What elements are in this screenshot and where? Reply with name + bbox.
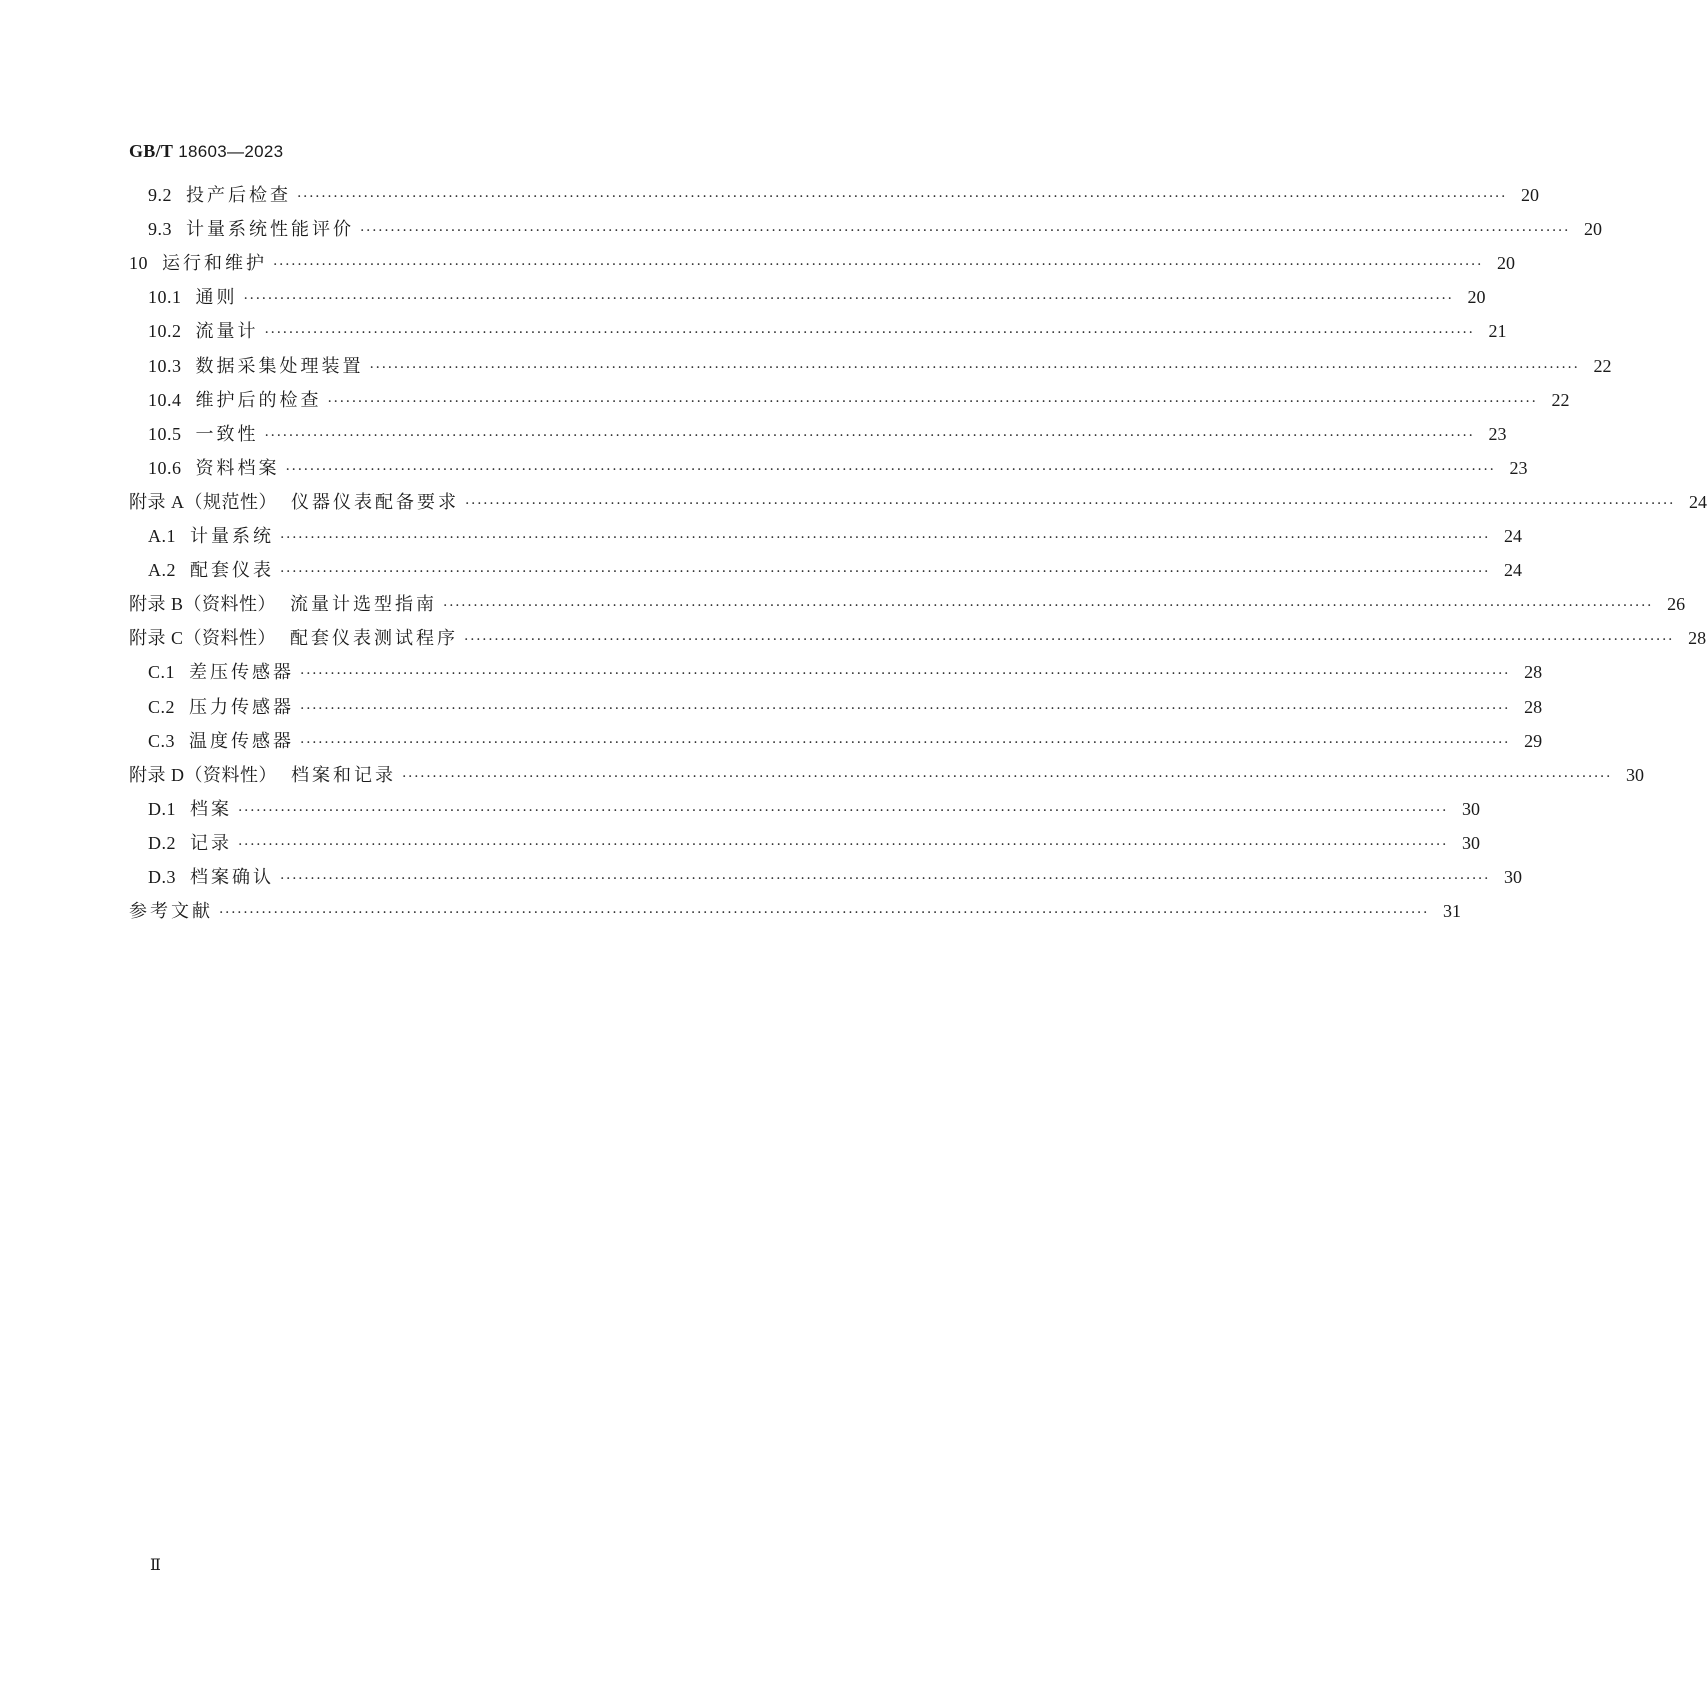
toc-entry-page: 20: [1497, 253, 1516, 274]
toc-entry-title: 通则: [195, 287, 238, 309]
toc-entry-number: D.1: [148, 798, 176, 819]
toc-dot-leader: ········································································································································································································: [402, 768, 1613, 785]
toc-entry-page: 31: [1443, 901, 1462, 922]
toc-entry-page: 23: [1488, 423, 1507, 444]
toc-entry-number: C.2: [148, 696, 176, 717]
toc-dot-leader: ········································································································································································································: [300, 666, 1511, 683]
toc-entry-title: 计量系统性能评价: [186, 219, 354, 241]
toc-entry-page: 30: [1504, 867, 1523, 887]
toc-entry-number: 附录 C（资料性）: [129, 628, 277, 649]
toc-entry-title: 参考文献: [129, 901, 213, 923]
toc-dot-leader: ········································································································································································································: [219, 905, 1430, 922]
toc-entry[interactable]: [148, 354, 1612, 378]
toc-entry-number: 10.3: [148, 355, 182, 376]
toc-entry-title: 配套仪表: [190, 560, 274, 582]
toc-entry[interactable]: [148, 865, 1523, 889]
toc-entry-title: 投产后检查: [186, 185, 291, 206]
toc-entry-title: 数据采集处理装置: [195, 355, 364, 377]
toc-entry[interactable]: [129, 899, 1462, 923]
toc-entry-title: 记录: [190, 832, 232, 854]
toc-entry-page: 28: [1524, 696, 1543, 717]
toc-entry[interactable]: [148, 797, 1481, 821]
toc-entry-page: 30: [1626, 764, 1645, 785]
toc-entry[interactable]: [129, 626, 1707, 650]
toc-entry-page: 24: [1504, 560, 1523, 581]
toc-dot-leader: ········································································································································································································: [327, 393, 1538, 410]
toc-entry[interactable]: [148, 524, 1523, 548]
toc-dot-leader: ········································································································································································································: [264, 325, 1475, 342]
toc-entry[interactable]: [148, 388, 1570, 412]
toc-entry-page: 22: [1593, 355, 1612, 376]
toc-entry-title: 压力传感器: [189, 696, 295, 718]
toc-dot-leader: ········································································································································································································: [285, 461, 1496, 478]
toc-entry-title: 档案确认: [190, 867, 274, 888]
toc-entry-title: 档案: [190, 798, 232, 820]
toc-entry-page: 30: [1462, 832, 1481, 853]
toc-entry[interactable]: [129, 251, 1516, 275]
toc-entry-title: 计量系统: [190, 526, 274, 547]
toc-entry-number: C.3: [148, 730, 176, 751]
toc-entry-number: 9.3: [148, 219, 172, 240]
toc-dot-leader: ········································································································································································································: [238, 836, 1449, 853]
toc-entry-title: 流量计: [195, 321, 259, 343]
toc-entry-title: 一致性: [195, 423, 259, 445]
toc-dot-leader: ········································································································································································································: [443, 598, 1654, 615]
toc-entry[interactable]: [148, 831, 1481, 855]
standard-code: GB/T: [129, 141, 174, 161]
toc-dot-leader: ········································································································································································································: [465, 495, 1676, 512]
toc-entry-number: 9.2: [148, 185, 172, 205]
toc-dot-leader: ········································································································································································································: [264, 427, 1475, 444]
toc-dot-leader: ········································································································································································································: [360, 223, 1571, 240]
toc-entry-page: 28: [1688, 628, 1707, 649]
toc-entry-number: A.2: [148, 560, 176, 581]
toc-entry-title: 仪器仪表配备要求: [291, 491, 459, 513]
toc-dot-leader: ········································································································································································································: [273, 257, 1484, 274]
toc-entry-number: 10.5: [148, 423, 182, 444]
toc-entry[interactable]: [129, 592, 1686, 616]
toc-entry[interactable]: [148, 319, 1507, 343]
toc-entry-page: 24: [1689, 491, 1707, 512]
toc-dot-leader: ········································································································································································································: [464, 632, 1675, 649]
toc-dot-leader: ········································································································································································································: [300, 734, 1511, 751]
toc-entry-number: 附录 A（规范性）: [129, 491, 277, 512]
toc-entry[interactable]: [129, 490, 1707, 514]
toc-entry-number: 10.1: [148, 287, 182, 308]
toc-entry-number: 附录 B（资料性）: [129, 594, 277, 615]
toc-entry[interactable]: [148, 660, 1543, 684]
document-header: [129, 141, 283, 162]
toc-entry-title: 档案和记录: [291, 764, 396, 786]
toc-entry-page: 28: [1524, 662, 1543, 683]
toc-entry-title: 资料档案: [195, 457, 280, 479]
toc-entry[interactable]: [148, 729, 1543, 753]
toc-entry-number: 10: [129, 253, 148, 274]
toc-entry-number: A.1: [148, 526, 176, 546]
toc-entry-page: 26: [1667, 594, 1686, 615]
page-number: Ⅱ: [150, 1557, 161, 1574]
standard-number: 18603—2023: [178, 142, 284, 161]
toc-entry[interactable]: [129, 763, 1645, 787]
toc-entry-number: D.2: [148, 832, 176, 853]
toc-entry-title: 流量计选型指南: [290, 594, 438, 616]
toc-entry[interactable]: [148, 285, 1486, 309]
toc-dot-leader: ········································································································································································································: [243, 291, 1454, 308]
toc-entry[interactable]: [148, 695, 1543, 719]
toc-entry[interactable]: [148, 558, 1523, 582]
toc-entry-page: 21: [1488, 321, 1507, 342]
toc-entry[interactable]: [148, 217, 1603, 241]
toc-entry-page: 30: [1462, 798, 1481, 819]
toc-entry-page: 20: [1584, 219, 1603, 240]
toc-entry-page: 20: [1467, 287, 1486, 308]
toc-dot-leader: ········································································································································································································: [297, 189, 1508, 205]
toc-dot-leader: ········································································································································································································: [280, 530, 1491, 546]
toc-entry-title: 温度传感器: [189, 730, 295, 752]
toc-entry-number: 附录 D（资料性）: [129, 764, 277, 785]
toc-entry-number: D.3: [148, 867, 176, 887]
toc-entry-title: 差压传感器: [189, 662, 295, 684]
toc-entry-number: 10.2: [148, 321, 182, 342]
toc-entry-page: 22: [1551, 389, 1570, 410]
toc-dot-leader: ········································································································································································································: [280, 564, 1491, 581]
toc-entry[interactable]: [148, 183, 1540, 207]
toc-dot-leader: ········································································································································································································: [238, 802, 1449, 819]
toc-entry[interactable]: [148, 422, 1507, 446]
toc-entry-number: 10.6: [148, 457, 182, 478]
toc-dot-leader: ········································································································································································································: [300, 700, 1511, 717]
toc-entry-number: C.1: [148, 662, 176, 683]
toc-entry-page: 24: [1504, 526, 1523, 546]
toc-entry-page: 23: [1509, 457, 1528, 478]
toc-entry-page: 20: [1521, 185, 1540, 205]
toc-entry-page: 29: [1524, 730, 1543, 751]
toc-entry-title: 运行和维护: [162, 253, 267, 275]
toc-entry-title: 维护后的检查: [195, 389, 322, 411]
toc-dot-leader: ········································································································································································································: [280, 871, 1491, 887]
toc-dot-leader: ········································································································································································································: [369, 359, 1580, 376]
toc-entry[interactable]: [148, 456, 1528, 480]
toc-entry-title: 配套仪表测试程序: [290, 628, 459, 650]
toc-entry-number: 10.4: [148, 389, 182, 410]
